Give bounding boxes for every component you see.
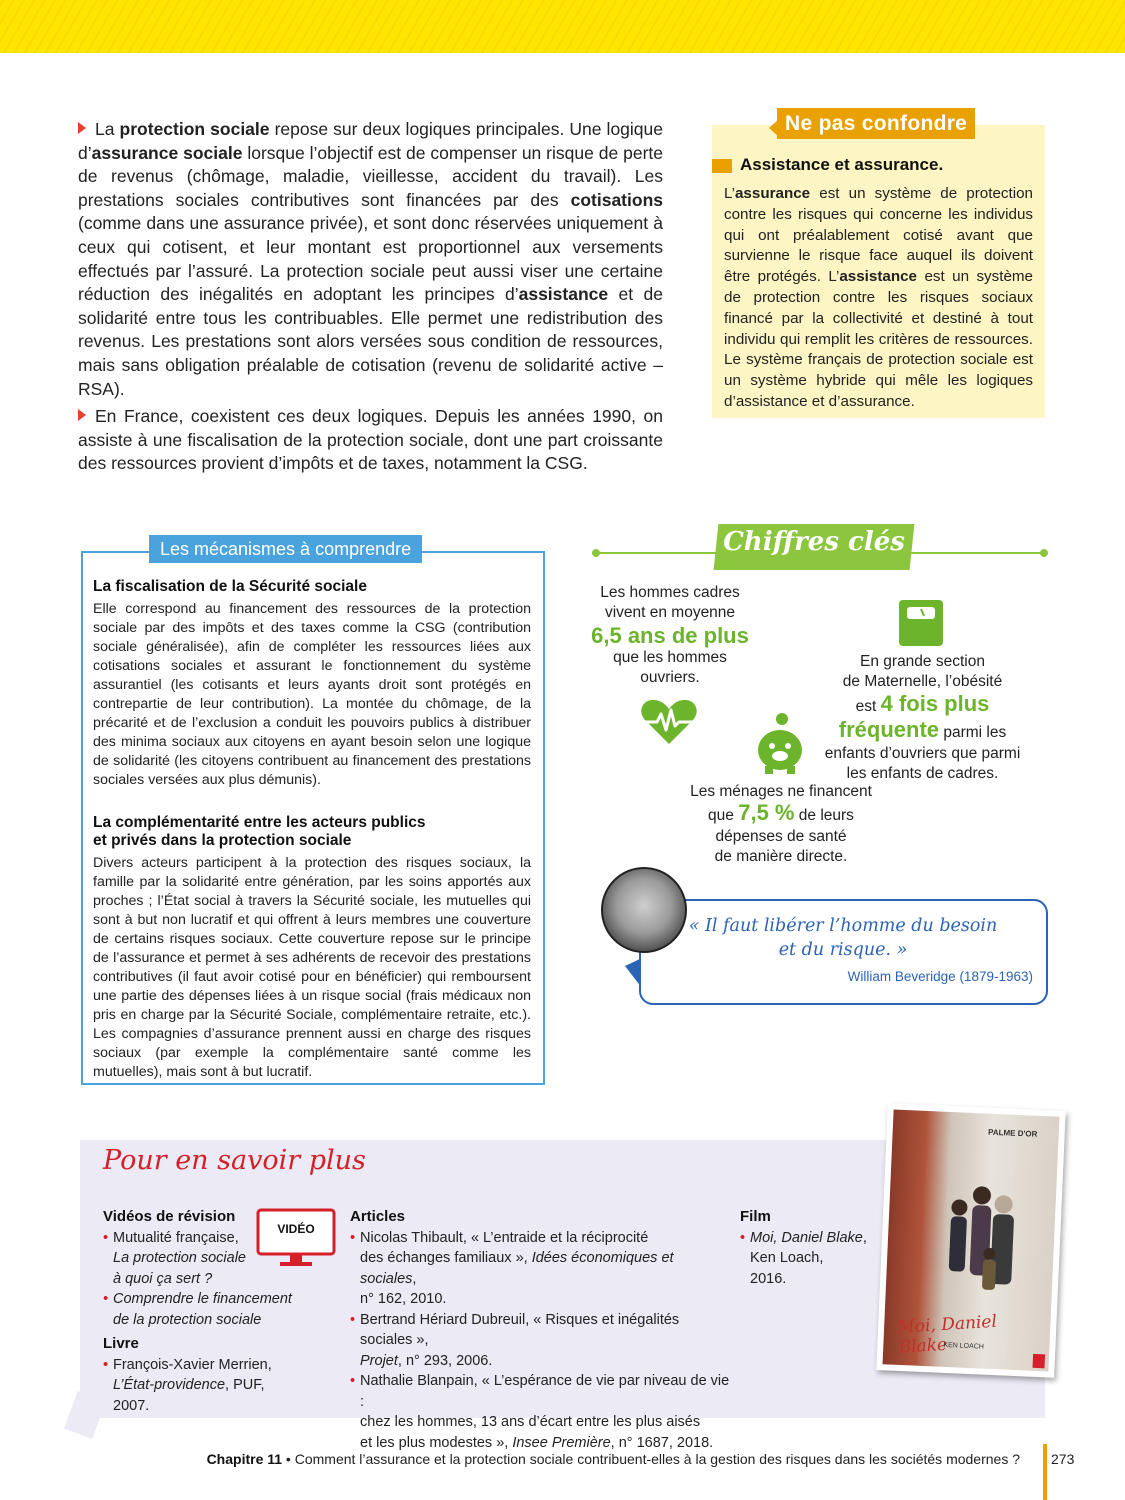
video-monitor-icon[interactable] [256,1208,336,1270]
bullet-triangle-icon [78,122,86,134]
ne-pas-confondre-title: Ne pas confondre [777,108,975,139]
ne-pas-confondre-body: L’assurance est un système de protection contre les risques qui concerne les individus qui ont préalablement cotisé avant que survienne le risque face auquel ils doivent être protégés. L’assistance est un système de protection contre les risques sociaux financé par la collectivité et destiné à tout individu qui remplit les critères de ressources. Le système français de protection sociale est un système hybride qui mêle les logiques d’assistance et d’assurance. [724,185,1033,410]
ne-pas-confondre-heading: Assistance et assurance. [740,155,944,174]
main-text [78,118,663,480]
piggy-bank-icon [755,712,805,774]
key-figure-obesity: En grande section de Maternelle, l’obésité est 4 fois plus fréquente parmi les enfants d’ouvriers que parmi les enfants de cadres. [824,653,1021,782]
main-paragraph-1: La protection sociale repose sur deux logiques principales. Une logique d’assurance sociale lorsque l’objectif est de compenser un risque de perte de revenus (chômage, maladie, vieillesse, accident du travail). Les prestations sociales contributives sont financées par des cotisations (comme dans une assurance privée), et sont donc réservées uniquement à ceux qui cotisent, et leur montant est proportionnel aux versements effectués par l’assuré. La protection sociale peut aussi viser une certaine réduction des inégalités en adoptant les principes d’assistance et de solidarité entre tous les contribuables. Elle permet une redistribution des revenus. Les prestations sont alors versées sous condition de ressources, mais sans obligation préalable de cotisation (revenu de solidarité active – RSA). [78,119,663,399]
scale-icon [899,600,943,646]
poster-award: PALME D'OR [987,1127,1038,1139]
section-body: Elle correspond au financement des ressources de la protection sociale par des impôts et des taxes comme la CSG (contribution sociale généralisée), afin de compléter les ressources liées aux cotisations sociales et assurant le fonctionnement du système assurantiel (les cotisants et leurs ayants droit sont protégés en contrepartie de leur contribution). La montée du chômage, de la précarité et de l’exclusion a conduit les pouvoirs publics à distribuer des minima sociaux aux citoyens en ayant besoin selon une logique de solidarité (les citoyens contribuent au financement des prestations sociales versées aux plus démunis). [93,601,531,788]
key-figure-life-expectancy: Les hommes cadres vivent en moyenne 6,5 ans de plus que les hommes ouvriers. [591,584,749,686]
line-dot-icon [592,549,600,557]
main-paragraph-2: En France, coexistent ces deux logiques. Depuis les années 1990, on assiste à une fiscalisation de la protection sociale, dont une part croissante des ressources provient d’impôts et de taxes, notamment la CSG. [78,406,663,474]
heart-pulse-icon [639,698,699,746]
poster-director: KEN LOACH [943,1341,984,1351]
video-label: VIDÉO [277,1222,315,1236]
section-body: Divers acteurs participent à la protection des risques sociaux, la famille par la solidarité entre génération, par les soins apportés aux proches ; l’État social à travers la Sécurité sociale, les mutuelles qui sont à but non lucratif et qui offrent à leurs membres une couverture de certains risques sociaux. Cette couverture repose sur le principe de l’assurance et permet à ses adhérents de recevoir des prestations contributives (il faut avoir cotisé pour en bénéficier) qui remboursent une partie des dépenses liées à un risque social (frais médicaux non pris en charge par la Sécurité Sociale, complémentaire retraite, etc.). Les compagnies d’assurance prennent aussi en charge des risques sociaux (par exemple la complémentaire santé comme les mutuelles), mais sont à but lucratif. [93,855,531,1080]
film-column: Film • Moi, Daniel Blake, Ken Loach, 2016. [740,1207,870,1289]
heading-square-icon [712,159,732,173]
mecanismes-section-2 [93,814,531,1082]
link-item[interactable]: • Comprendre le financement de la protection sociale [103,1289,303,1330]
section-heading: La fiscalisation de la Sécurité sociale [93,578,367,595]
quote-text: « Il faut libérer l’homme du besoin et du risque. » [688,916,998,960]
videos-column: Vidéos de révision • Mutualité française, La protection sociale à quoi ça sert ? • Comprendre le financement de la protection sociale Livre • François-Xavier Merrien, L’État-providence, PUF, 2007. [103,1207,303,1416]
pour-en-savoir-plus-title: Pour en savoir plus [103,1145,366,1176]
page-number-bar [1043,1444,1047,1500]
poster-logo [1033,1354,1046,1369]
mecanismes-title: Les mécanismes à comprendre [149,535,422,563]
top-yellow-band [0,0,1125,53]
page-number: 273 [1051,1451,1075,1467]
beveridge-portrait [601,867,687,953]
quote-author: William Beveridge (1879-1963) [847,969,1033,984]
poster-image [883,1110,1060,1372]
chiffres-cles-title: Chiffres clés [723,527,905,557]
mecanismes-section-1 [93,578,531,790]
key-figure-health-spending: Les ménages ne financent que 7,5 % de leurs dépenses de santé de manière directe. [690,783,872,865]
bullet-triangle-icon [78,409,86,421]
line-dot-icon [1040,549,1048,557]
section-heading: La complémentarité entre les acteurs publics et privés dans la protection sociale [93,814,426,849]
poster-figures [924,1171,1030,1325]
page-footer: Chapitre 11 • Comment l’assurance et la protection sociale contribuent-elles à la gestion des risques dans les sociétés modernes ? [206,1451,1020,1467]
articles-column: Articles • Nicolas Thibault, « L’entraide et la réciprocité des échanges familiaux », Idées économiques et sociales, n° 162, 2010. • Bertrand Hériard Dubreuil, « Risques et inégalités sociales », Projet, n° 293, 2006. • Nathalie Blanpain, « L’espérance de vie par niveau de vie : chez les hommes, 13 ans d’écart entre les plus aisés et les plus modestes », Insee Première, n° 1687, 2018. [350,1207,730,1453]
poster-title: Moi, Daniel Blake [896,1311,998,1358]
film-poster [876,1103,1065,1378]
